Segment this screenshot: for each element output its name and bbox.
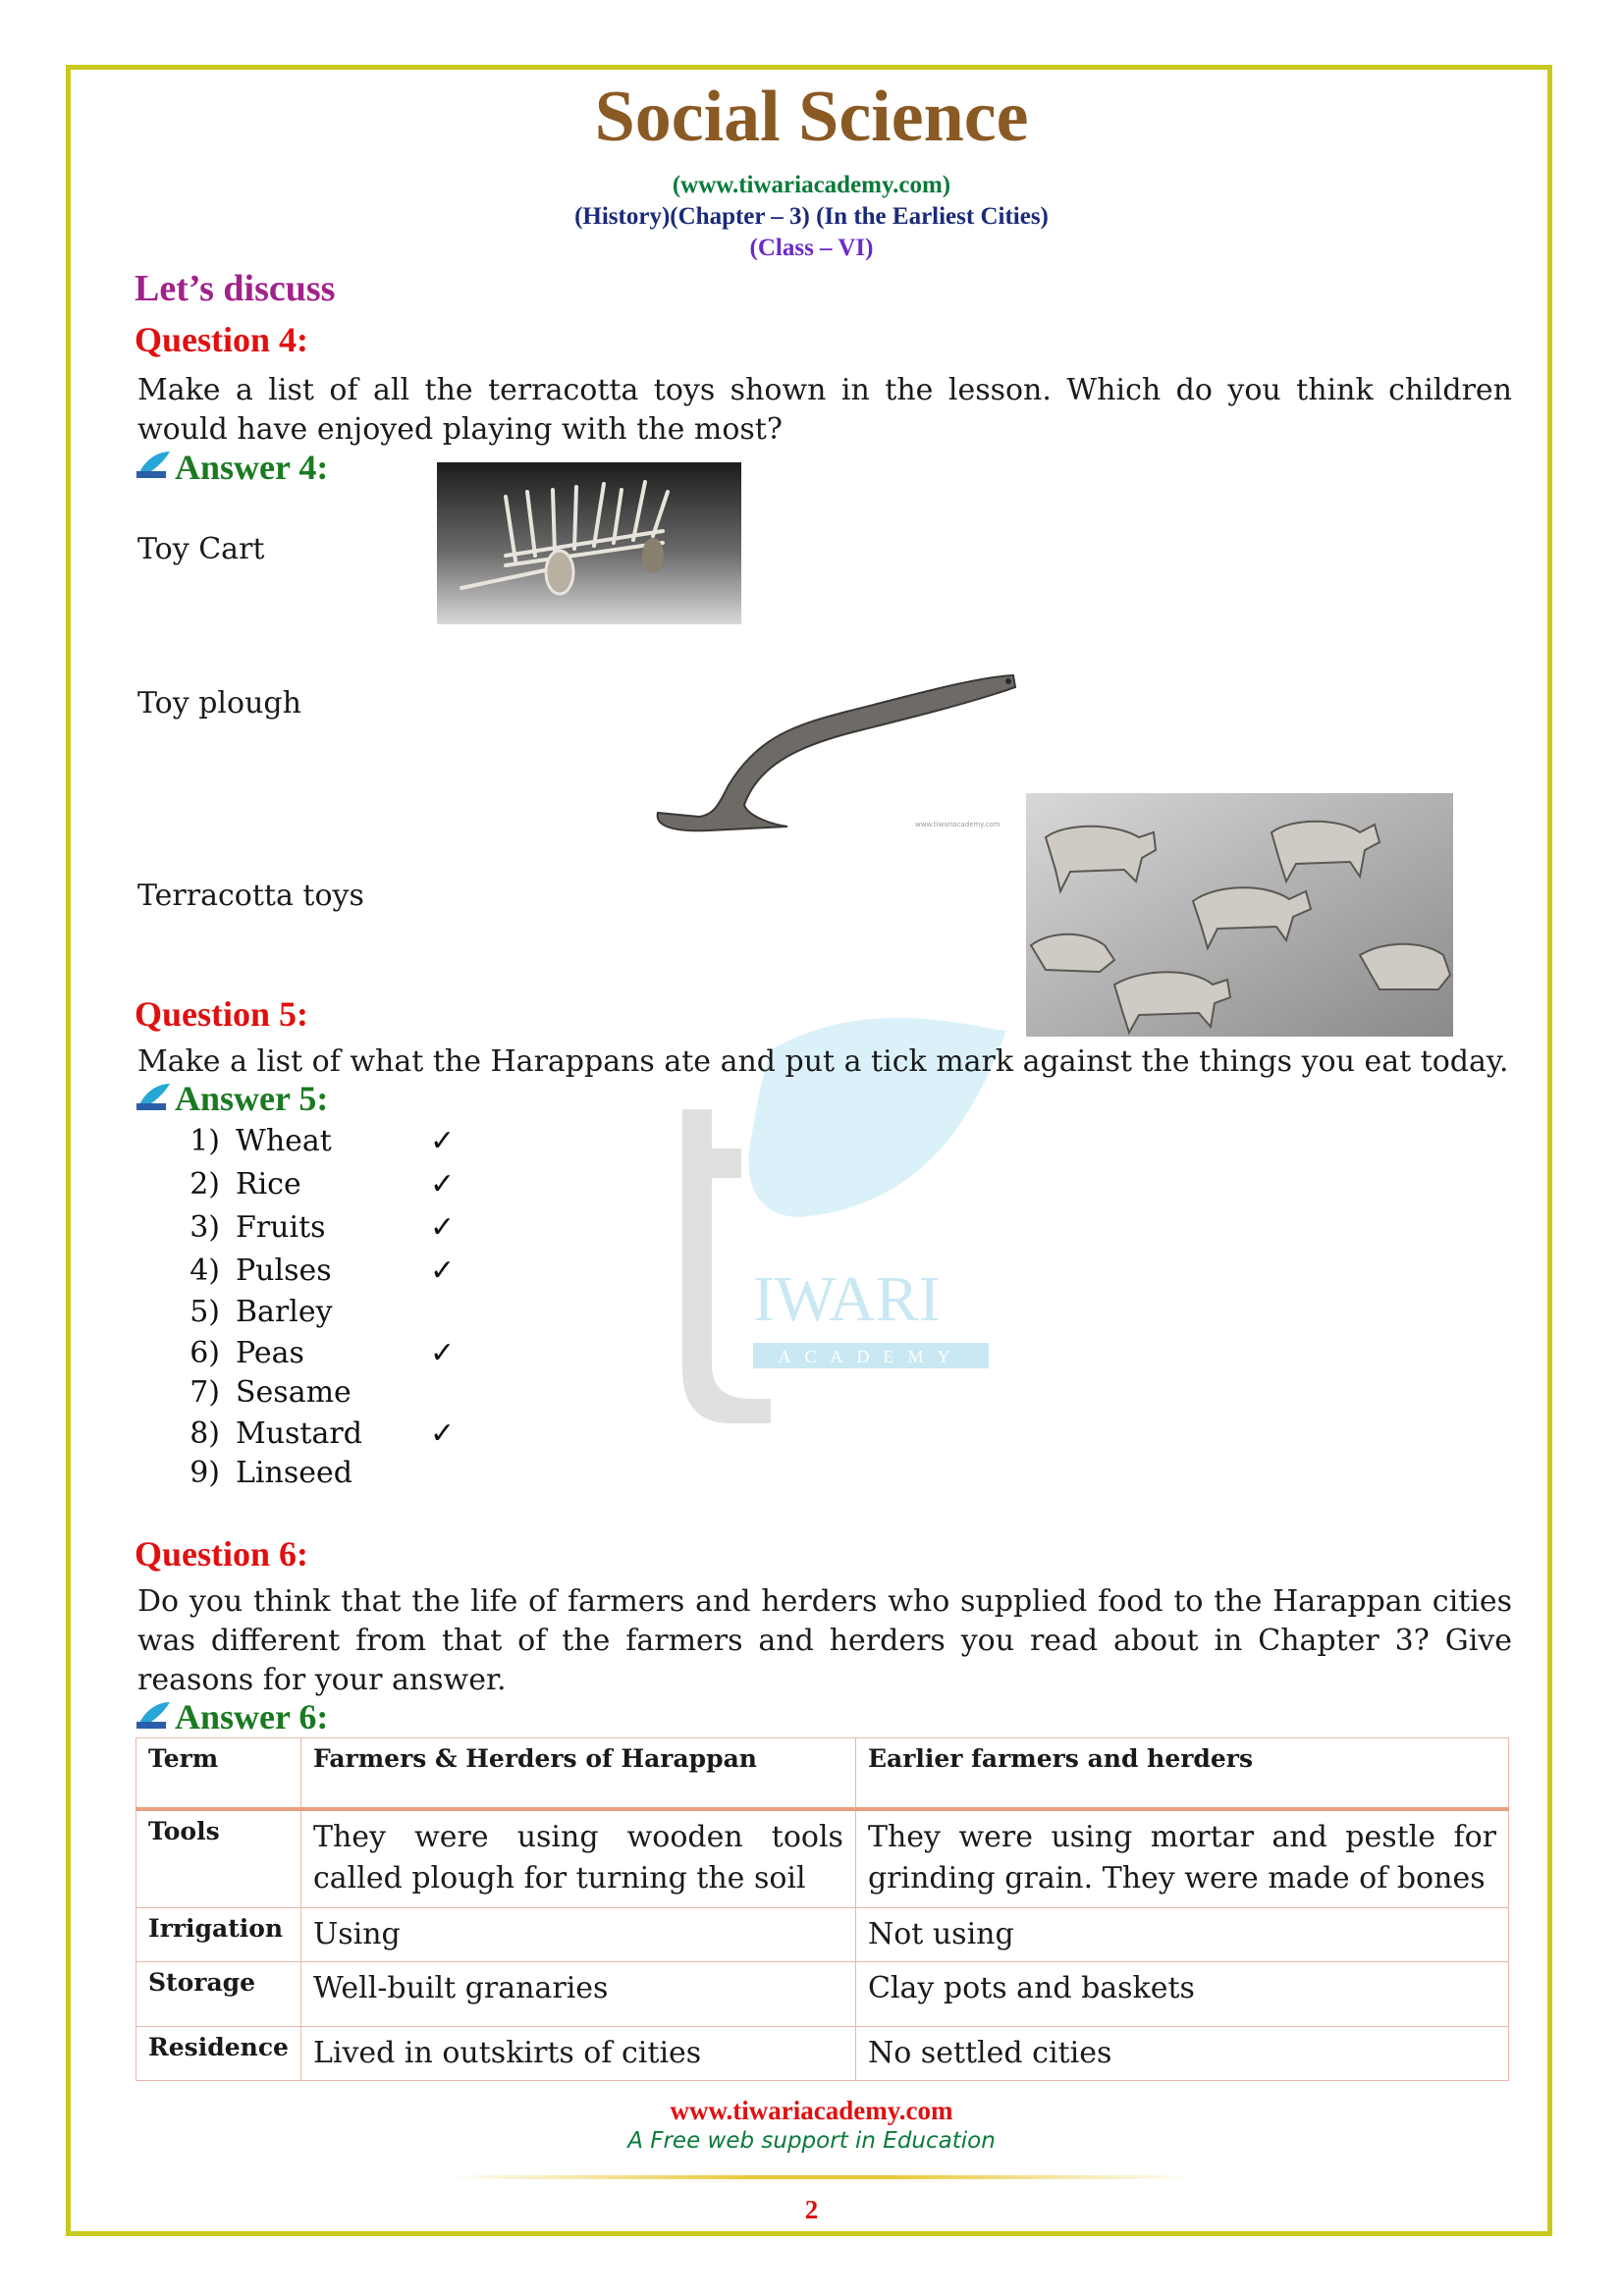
terracotta-toys-image [1026,793,1453,1037]
list-item [185,1295,479,1334]
list-item-number: 8) [189,1416,220,1451]
table-cell: Not using [855,1907,1508,1961]
list-item-number: 3) [189,1210,220,1245]
table-cell: They were using mortar and pestle for grinding grain. They were made of bones [855,1809,1508,1907]
list-item-number: 2) [189,1167,220,1201]
list-item [185,1456,479,1495]
list-item-text: Fruits [236,1210,326,1245]
photo-credit: www.tiwariacademy.com [915,821,1001,828]
table-header-cell: Farmers & Herders of Harappan [300,1738,855,1810]
list-item-number: 1) [189,1124,220,1158]
check-icon: ✓ [430,1254,456,1288]
list-item-text: Peas [236,1336,304,1370]
table-cell-term: Tools [136,1809,301,1907]
list-item-text: Rice [236,1167,301,1201]
question-4-label: Question 4: [135,320,309,359]
table-cell: Clay pots and baskets [855,1961,1508,2026]
list-item [185,1375,479,1415]
answer-6-label: Answer 6: [175,1697,329,1736]
list-item-number: 6) [189,1336,220,1370]
table-row [136,1961,1509,2026]
table-cell: They were using wooden tools called plough for turning the soil [300,1809,855,1907]
table-row [136,1907,1509,1961]
list-item-number: 4) [189,1254,220,1288]
table-cell: Well-built granaries [300,1961,855,2026]
check-icon: ✓ [430,1210,456,1245]
question-5-text: Make a list of what the Harappans ate and put a tick mark against the things you eat today. [137,1044,1509,1079]
list-item [185,1254,479,1293]
toy-cart-label: Toy Cart [137,532,265,566]
footer-website-link[interactable]: www.tiwariacademy.com [670,2096,953,2125]
check-icon: ✓ [430,1167,456,1201]
answer-4-label: Answer 4: [175,448,329,487]
toy-plough-image [650,667,1023,839]
header-website[interactable]: (www.tiwariacademy.com) [672,172,951,198]
list-item [185,1416,479,1456]
list-item-number: 9) [189,1456,220,1490]
comparison-table [135,1737,1509,2081]
page-number: 2 [804,2195,819,2224]
header-class: (Class – VI) [749,235,874,261]
list-item-text: Barley [236,1295,333,1329]
toy-cart-image [437,462,741,624]
list-item-text: Sesame [236,1375,352,1410]
list-item [185,1124,479,1163]
list-item [185,1210,479,1250]
check-icon: ✓ [430,1124,456,1158]
list-item-number: 5) [189,1295,220,1329]
pen-icon [135,450,172,479]
list-item-text: Wheat [236,1124,332,1158]
table-cell: Lived in outskirts of cities [300,2026,855,2080]
list-item-text: Pulses [236,1254,332,1288]
page-title: Social Science [594,77,1029,157]
pen-icon [135,1700,172,1730]
table-header-cell: Term [136,1738,301,1810]
table-cell-term: Storage [136,1961,301,2026]
table-header-row [136,1738,1509,1810]
question-6-text: Do you think that the life of farmers and herders who supplied food to the Harappan cities was different from that of the farmers and herders you read about in Chapter 3? Give reasons for your answer. [137,1584,1512,1697]
list-item [185,1336,479,1375]
list-item-text: Mustard [236,1416,362,1451]
table-cell: Using [300,1907,855,1961]
table-row [136,1809,1509,1907]
table-cell: No settled cities [855,2026,1508,2080]
table-cell-term: Irrigation [136,1907,301,1961]
section-heading: Let’s discuss [135,268,336,309]
question-4-text: Make a list of all the terracotta toys shown in the lesson. Which do you think children would have enjoyed playing with the most? [137,373,1512,447]
footer-divider [447,2175,1193,2179]
question-5-label: Question 5: [135,994,309,1034]
question-6-label: Question 6: [135,1534,309,1574]
watermark-text-iwari: IWARI [753,1263,941,1335]
table-header-cell: Earlier farmers and herders [855,1738,1508,1810]
pen-icon [135,1082,172,1111]
table-cell-term: Residence [136,2026,301,2080]
answer-5-label: Answer 5: [175,1079,329,1118]
table-row [136,2026,1509,2080]
watermark-text-academy: ACADEMY [778,1347,964,1366]
check-icon: ✓ [430,1416,456,1451]
header-chapter: (History)(Chapter – 3) (In the Earliest Cities) [574,203,1049,230]
list-item-number: 7) [189,1375,220,1410]
terracotta-toys-label: Terracotta toys [137,879,364,913]
list-item [185,1167,479,1206]
toy-plough-label: Toy plough [137,686,301,721]
footer-tagline: A Free web support in Education [627,2128,996,2154]
check-icon: ✓ [430,1336,456,1370]
list-item-text: Linseed [236,1456,352,1490]
